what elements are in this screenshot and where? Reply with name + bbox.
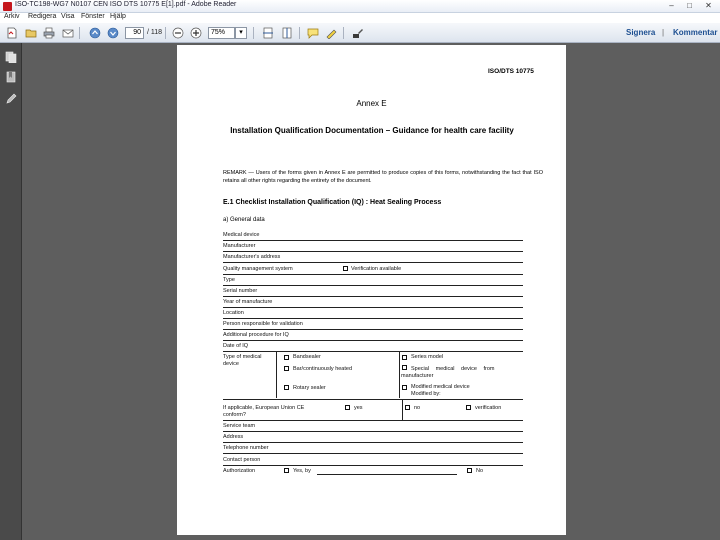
authorized-by-line[interactable] <box>317 474 457 475</box>
field-label: Service team <box>223 423 256 429</box>
field-label: Quality management system <box>223 266 293 272</box>
field-label: Special medical device from <box>411 366 495 372</box>
field-label: yes <box>354 405 363 411</box>
form-rule <box>223 453 523 454</box>
toolbar-separator <box>299 27 300 39</box>
field-label: Type of medical <box>223 354 262 360</box>
field-label: Medical device <box>223 232 260 238</box>
field-label: Person responsible for validation <box>223 321 303 327</box>
form-rule <box>223 285 523 286</box>
comment-button[interactable]: Kommentar <box>673 28 718 37</box>
form-rule <box>223 431 523 432</box>
zoom-dropdown-chevron-icon[interactable]: ▾ <box>235 27 247 39</box>
field-label: manufacturer <box>401 373 434 379</box>
field-label: Authorization <box>223 468 256 474</box>
maximize-button[interactable]: □ <box>687 1 692 10</box>
toolbar <box>0 23 720 43</box>
field-label: Modified by: <box>411 391 441 397</box>
close-button[interactable]: ✕ <box>705 1 712 10</box>
menu-fonster[interactable]: Fönster <box>81 13 105 20</box>
form-rule <box>223 329 523 330</box>
document-id: ISO/DTS 10775 <box>488 68 534 75</box>
field-label: Telephone number <box>223 445 269 451</box>
field-label: Verification available <box>351 266 402 272</box>
form-rule <box>223 262 523 263</box>
fit-page-icon[interactable] <box>262 27 274 39</box>
zoom-out-icon[interactable] <box>172 27 184 39</box>
page-thumbnails-icon[interactable] <box>5 51 17 63</box>
field-label: device <box>223 361 239 367</box>
special-device-checkbox[interactable] <box>402 365 407 370</box>
field-label: Yes, by <box>293 468 311 474</box>
ce-verification-checkbox[interactable] <box>466 405 471 410</box>
open-icon[interactable] <box>25 27 37 39</box>
field-label: Address <box>223 434 244 440</box>
field-label: Bar/continuously heated <box>293 366 353 372</box>
comment-bubble-icon[interactable] <box>307 27 319 39</box>
field-label: Year of manufacture <box>223 299 273 305</box>
minimize-button[interactable]: – <box>669 1 674 10</box>
field-label: Rotary sealer <box>293 385 326 391</box>
fit-width-icon[interactable] <box>281 27 293 39</box>
bar-heated-checkbox[interactable] <box>284 366 289 371</box>
adobe-reader-icon <box>3 2 12 11</box>
form-rule <box>223 240 523 241</box>
menu-arkiv[interactable]: Arkiv <box>4 13 20 20</box>
title-bar <box>0 0 720 13</box>
navigation-pane <box>0 43 22 540</box>
verification-checkbox[interactable] <box>343 266 348 271</box>
form-rule <box>223 340 523 341</box>
toolbar-separator <box>343 27 344 39</box>
form-rule <box>223 399 523 400</box>
toolbar-separator <box>79 27 80 39</box>
zoom-level-input[interactable]: 75% <box>208 27 235 39</box>
email-icon[interactable] <box>62 27 74 39</box>
form-rule <box>223 251 523 252</box>
form-divider <box>402 399 403 420</box>
form-rule <box>223 274 523 275</box>
toolbar-separator <box>253 27 254 39</box>
field-label: If applicable, European Union CE <box>223 405 305 411</box>
signatures-pen-icon[interactable] <box>5 93 17 105</box>
form-divider <box>399 351 400 398</box>
highlight-pen-icon[interactable] <box>325 27 337 39</box>
window-title: ISO-TC198-WG7 N0107 CEN ISO DTS 10775 E[1].pdf - Adobe Reader <box>15 1 237 8</box>
field-label: Series model <box>411 354 444 360</box>
form-rule <box>223 351 523 352</box>
field-label: No <box>476 468 484 474</box>
authorization-yes-checkbox[interactable] <box>284 468 289 473</box>
create-pdf-icon[interactable] <box>6 27 18 39</box>
menu-hjalp[interactable]: Hjälp <box>110 13 126 20</box>
series-model-checkbox[interactable] <box>402 355 407 360</box>
modified-device-checkbox[interactable] <box>402 385 407 390</box>
ce-yes-checkbox[interactable] <box>345 405 350 410</box>
form-rule <box>223 442 523 443</box>
remark-paragraph: REMARK — Users of the forms given in Annex E are permitted to produce copies of this forms, notwithstanding the fact that ISO retains all other rights regarding the entirety of the document. <box>223 170 543 184</box>
next-page-icon[interactable] <box>107 27 119 39</box>
field-label: Date of IQ <box>223 343 249 349</box>
form-divider <box>276 351 277 398</box>
field-label: Type <box>223 277 235 283</box>
section-heading: E.1 Checklist Installation Qualification (IQ) : Heat Sealing Process <box>223 199 442 206</box>
bandsealer-checkbox[interactable] <box>284 355 289 360</box>
field-label: Contact person <box>223 457 261 463</box>
toolbar-divider: | <box>662 28 665 37</box>
form-rule <box>223 420 523 421</box>
toolbar-separator <box>165 27 166 39</box>
print-icon[interactable] <box>43 27 55 39</box>
field-label: verification <box>475 405 502 411</box>
field-label: Location <box>223 310 244 316</box>
field-label: Serial number <box>223 288 258 294</box>
bookmarks-icon[interactable] <box>5 71 17 83</box>
previous-page-icon[interactable] <box>89 27 101 39</box>
authorization-no-checkbox[interactable] <box>467 468 472 473</box>
form-rule <box>223 465 523 466</box>
pdf-page <box>177 45 566 535</box>
ce-no-checkbox[interactable] <box>405 405 410 410</box>
sign-button[interactable]: Signera <box>626 28 656 37</box>
menu-redigera[interactable]: Redigera <box>28 13 57 20</box>
form-rule <box>223 307 523 308</box>
document-title: Installation Qualification Documentation – Guidance for health care facility <box>230 126 514 135</box>
field-label: conform? <box>223 412 246 418</box>
page-number-input[interactable]: 90 <box>125 27 144 39</box>
menu-visa[interactable]: Visa <box>61 13 75 20</box>
field-label: Bandsealer <box>293 354 321 360</box>
annex-heading: Annex E <box>356 99 387 108</box>
form-rule <box>223 318 523 319</box>
page-total: / 118 <box>147 29 163 36</box>
field-label: Manufacturer <box>223 243 256 249</box>
field-label: no <box>414 405 421 411</box>
menu-bar <box>0 13 720 23</box>
sign-stamp-icon[interactable] <box>352 27 364 39</box>
form-rule <box>223 296 523 297</box>
subheading: a) General data <box>223 217 265 223</box>
field-label: Modified medical device <box>411 384 470 390</box>
rotary-sealer-checkbox[interactable] <box>284 385 289 390</box>
field-label: Manufacturer's address <box>223 254 281 260</box>
zoom-in-icon[interactable] <box>190 27 202 39</box>
field-label: Additional procedure for IQ <box>223 332 289 338</box>
